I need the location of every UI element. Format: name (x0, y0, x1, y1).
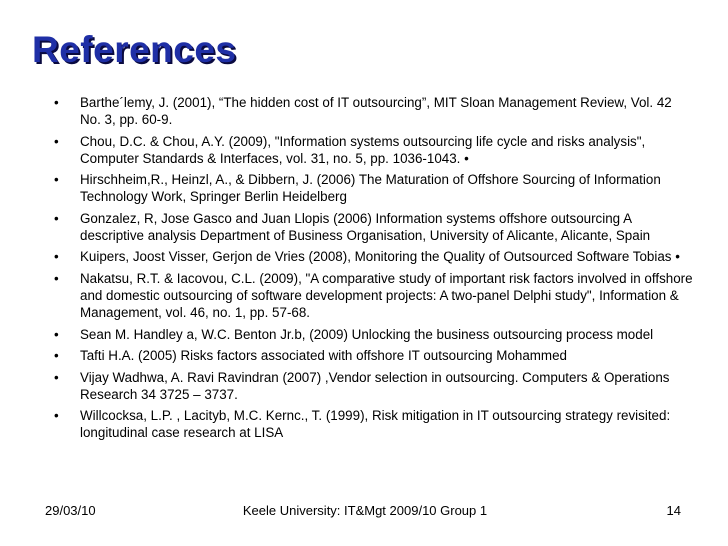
reference-text: Gonzalez, R, Jose Gasco and Juan Llopis (2006) Information systems offshore outsourcing A descriptive analysis Department of Business Organisation, University of Alicante, Alicante, Spain (80, 210, 651, 243)
list-item (46, 369, 696, 403)
bullet-icon: • (54, 369, 59, 385)
reference-text: Kuipers, Joost Visser, Gerjon de Vries (2008), Monitoring the Quality of Outsourced Software Tobias • (80, 249, 680, 265)
slide-title: References (32, 29, 237, 70)
bullet-icon: • (54, 172, 59, 188)
footer-center-text: Keele University: IT&Mgt 2009/10 Group 1 (242, 503, 488, 518)
reference-text: Hirschheim,R., Heinzl, A., & Dibbern, J. (2006) The Maturation of Offshore Sourcing of Information Technology Work, Springer Berlin Heidelberg (80, 172, 661, 205)
reference-text: Chou, D.C. & Chou, A.Y. (2009), "Information systems outsourcing life cycle and risks analysis", Computer Standards & Interfaces, vol. 31, no. 5, pp. 1036-1043. • (80, 133, 646, 166)
list-item (46, 347, 696, 364)
list-item (46, 94, 696, 128)
list-item (46, 171, 696, 205)
reference-text: Vijay Wadhwa, A. Ravi Ravindran (2007) ,Vendor selection in outsourcing. Computers & Operations Research 34 3725 – 3737. (80, 369, 670, 402)
bullet-icon: • (54, 408, 59, 424)
reference-text: Nakatsu, R.T. & Iacovou, C.L. (2009), "A comparative study of important risk factors involved in offshore and domestic outsourcing of software development projects: A two-panel Delphi study", Information & Management, vol. 46, no. 1, pp. 57-68. (80, 270, 693, 320)
list-item (46, 248, 696, 265)
reference-list (46, 94, 696, 446)
bullet-icon: • (54, 348, 59, 364)
bullet-icon: • (54, 210, 59, 226)
list-item (46, 407, 696, 441)
bullet-icon: • (54, 326, 59, 342)
reference-text: Sean M. Handley a, W.C. Benton Jr.b, (2009) Unlocking the business outsourcing process model (80, 326, 654, 342)
bullet-icon: • (54, 249, 59, 265)
bullet-icon: • (54, 95, 59, 110)
bullet-icon: • (54, 270, 59, 286)
list-item (46, 326, 696, 343)
footer-date: 29/03/10 (45, 503, 96, 518)
reference-text: Willcocksa, L.P. , Lacityb, M.C. Kernc., T. (1999), Risk mitigation in IT outsourcing strategy revisited: longitudinal case research at LISA (80, 408, 671, 441)
list-item (46, 133, 696, 167)
list-item (46, 270, 696, 321)
reference-text: Barthe´lemy, J. (2001), “The hidden cost of IT outsourcing”, MIT Sloan Management Review, Vol. 42 No. 3, pp. 60-9. (80, 95, 672, 127)
bullet-icon: • (54, 133, 59, 149)
page-number: 14 (666, 503, 681, 518)
list-item (46, 210, 696, 244)
reference-text: Tafti H.A. (2005) Risks factors associated with offshore IT outsourcing Mohammed (80, 348, 567, 364)
